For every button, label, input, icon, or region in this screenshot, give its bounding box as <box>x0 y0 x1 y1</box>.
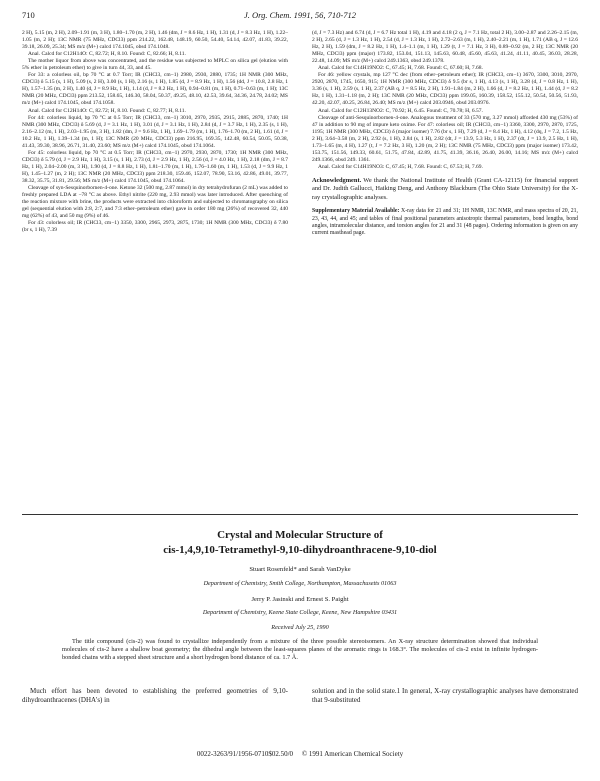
affiliation-keene: Department of Chemistry, Keene State College, Keene, New Hampshire 03431 <box>202 609 398 616</box>
right-column <box>312 30 578 238</box>
left-column <box>22 30 288 234</box>
article-title <box>40 528 560 558</box>
paragraph: For 45: colorless liquid, bp 70 °C at 0.5 Torr; IR (CHCl3, cm−1) 2970, 2930, 2870, 1730; 1H NMR (300 MHz, CDCl3) δ 5.79 (d, J = 2.9 Hz, 1 H), 3.15 (s, 1 H), 2.73 (d, J = 2.9 Hz, 1 H), 2.56 (d, J = 4.0 Hz, 1 H), 2.18 (dm, J = 8.7 Hz, 1 H), 2.04–2.00 (m, 3 H), 1.90 (d, J = 8.8 Hz, 1 H), 1.81–1.70 (m, 1 H), 1.76–1.60 (m, 1 H), 1.53 (d, J = 9.9 Hz, 1 H), 1.45–1.27 (m, 2 H); 13C NMR (20 MHz, CDCl3) ppm 218.30, 159.46, 152.07, 78.90, 53.16, 42.86, 49.01, 39.77, 38.32, 35.75, 31.81, 29.56; MS m/z (M+) calcd 174.1045, obsd 174.1064. <box>22 149 288 184</box>
paragraph: For 33: a colorless oil, bp 70 °C at 0.7 Torr; IR (CHCl3, cm−1) 2980, 2930, 2880, 1735; 1H NMR (300 MHz, CDCl3) δ 5.15 (s, 1 H), 5.09 (s, 2 H), 3.00 (s, 1 H), 2.16 (s, 1 H), 1.85 (d, J = 8.9 Hz, 1 H), 1.56 (dd, J = 10.8, 2.8 Hz, 1 H), 1.57–1.35 (m, 2 H), 1.40 (d, J = 8.9 Hz, 1 H), 1.14 (d, J = 8.2 Hz, 1 H), 0.94–0.81 (m, 1 H), 0.71–0.63 (m, 1 H); 13C NMR (20 MHz, CDCl3) ppm 213.52, 158.65, 146.30, 58.04, 50.37, 49.25, 48.10, 42.53, 39.64, 34.36, 24.78, 24.02; MS m/z (M+) calcd 174.1045, obsd 174.1058. <box>22 72 288 107</box>
supplementary-heading: Supplementary Material Available: <box>312 208 400 215</box>
acknowledgment-heading: Acknowledgment. <box>312 176 362 184</box>
copyright: © 1991 American Chemical Society <box>301 750 404 758</box>
paragraph: Anal. Calcd for C12H13NO2: C, 70.92; H, 6.45. Found: C, 70.78; H, 6.57. <box>318 107 483 114</box>
paragraph: Anal. Calcd for C14H19NO3: C, 67.45; H, 7.68. Found: C, 67.53; H, 7.69. <box>318 163 483 170</box>
acknowledgment <box>312 177 578 202</box>
page-footer <box>0 750 600 758</box>
title-line-2: cis-1,4,9,10-Tetramethyl-9,10-dihydroanthracene-9,10-diol <box>163 544 437 556</box>
paragraph: 2 H), 5.15 (m, 2 H), 2.09–1.91 (m, 3 H), 1.80–1.70 (m, 2 H), 1.46 (dm, J = 8.6 Hz, 1 H), 1.31 (d, J = 8.3 Hz, 1 H), 1.22–1.05 (m, 2 H); 13C NMR (75 MHz, CDCl3) ppm 214.22, 162.48, 148.19, 60.50, 54.40, 54.14, 42.07, 41.83, 39.22, 39.18, 26.09, 25.34; MS m/z (M+) calcd 174.1045, obsd 174.1048. <box>22 30 288 51</box>
supplementary-material <box>312 208 578 238</box>
affiliation-smith: Department of Chemistry, Smith College, Northampton, Massachusetts 01063 <box>203 580 397 587</box>
authors-keene: Jerry P. Jasinski and Ernest S. Paight <box>251 596 349 603</box>
paragraph: (d, J = 7.3 Hz) and 6.74 (d, J = 6.7 Hz total 1 H), 4.19 and 4.18 (2 q, J = 7.1 Hz, total 2 H), 3.00–2.87 and 2.26–2.15 (m, 2 H), 2.65 (d, J = 1.3 Hz, 1 H), 2.54 (d, J = 1.3 Hz, 1 H), 2.72–2.63 (m, 1 H), 2.40–2.21 (m, 1 H), 1.71 (AB q, J = 12.6 Hz, 2 H), 1.59 (dm, J = 8.2 Hz, 1 H), 1.4–1.1 (m, 1 H), 1.29 (t, J = 7.1 Hz, 3 H), 0.89–0.92 (m, 2 H); 13C NMR (20 MHz, CDCl3) ppm (major) 173.82, 153.04, 151.13, 145.63, 60.48, 45.60, 45.63, 41.24, 41.11, 40.45, 36.03, 28.28, 22.48, 14.09; MS m/z (M+) calcd 249.1363, obsd 249.1378. <box>312 30 578 65</box>
authors-smith: Stuart Rosenfeld* and Sarah VanDyke <box>249 566 351 573</box>
intro-right: solution and in the solid state.1 In general, X-ray crystallographic analyses have demonstrated that 9-substituted <box>312 687 578 705</box>
paragraph: Anal. Calcd for C12H14O: C, 82.72; H, 8.10. Found: C, 82.66; H, 8.11. <box>28 51 186 58</box>
section-divider <box>22 514 578 515</box>
page-header <box>22 10 578 24</box>
page-number: 710 <box>22 10 35 20</box>
title-line-1: Crystal and Molecular Structure of <box>217 529 383 541</box>
abstract: The title compound (cis-2) was found to crystallize independently from a mixture of the three possible stereoisomers. An X-ray structure determination showed that individual molecules of cis-2 have a shallow boat geometry; the dihedral angle between the least-squares planes of the aromatic rings is 168.3°. The molecules of cis-2 exist in infinite hydrogen-bonded chains with a stepped sheet structure and a short hydrogen bond distance of ca. 1.7 Å. <box>62 638 538 662</box>
received-date: Received July 25, 1990 <box>271 624 329 631</box>
paragraph: The mother liquor from above was concentrated, and the residue was subjected to MPLC on silica gel (elution with 5% ether in petroleum ether) to give in turn 44, 33, and 45. <box>22 58 288 72</box>
paragraph: Anal. Calcd for C12H14O: C, 82.72; H, 8.10. Found: C, 82.77; H, 8.11. <box>28 107 186 114</box>
journal-citation: J. Org. Chem. 1991, 56, 710-712 <box>243 10 357 20</box>
supplementary-text: X-ray data for 21 and 31; 1H NMR, 13C NMR, and mass spectra of 20, 21, 23, 43, 44, and 45; and tables of final positional parameters anisotropic thermal parameters, bond lengths, bond angles, intramolecular distance, and torsion angles for 21 and 31 (48 pages). Ordering information is given on any current masthead page. <box>312 208 578 237</box>
paragraph: Anal. Calcd for C14H19NO2: C, 67.45; H, 7.68. Found: C, 67.60; H, 7.68. <box>318 65 483 72</box>
paragraph: For 46: yellow crystals, mp 127 °C dec (from ether–petroleum ether); IR (CHCl3, cm−1) 3670, 3300, 3010, 2970, 2920, 2870, 1745, 1650, 915; 1H NMR (300 MHz, CDCl3) δ 9.5 (br s, 1 H), 4.13 (s, 1 H), 3.28 (d, J = 0.8 Hz, 1 H), 3.36 (s, 1 H), 2.59 (s, 1 H), 2.37 (AB q, J = 8.5 Hz, 2 H), 1.91–1.84 (m, 2 H), 1.66 (d, J = 8.2 Hz, 1 H), 1.44 (d, J = 8.2 Hz, 1 H), 1.31–1.18 (m, 2 H); 13C NMR (20 MHz, CDCl3) ppm 199.05, 160.39, 158.52, 155.12, 50.54, 50.56, 51.93, 42.20, 42.07, 40.25, 26.84, 26.40; MS m/z (M+) calcd 203.0946, obsd 203.0976. <box>312 72 578 107</box>
intro-left: Much effort has been devoted to establishing the preferred geometries of 9,10-dihydroanthracenes (DHA's) in <box>22 687 288 705</box>
paragraph: Cleavage of anti-Sesquinorbornen-4-one. Analogous treatment of 33 (570 mg, 3.27 mmol) afforded 430 mg (53%) of 47 in addition to 90 mg of impure keto oxime. For 47: colorless oil; IR (CHCl3, cm−1) 3360, 3300, 2970, 2870, 1725, 1195; 1H NMR (300 MHz, CDCl3) δ (major isomer) 7.76 (br s, 1 H), 7.29 (d, J = 8.4 Hz, 1 H), 4.12 (dq, J = 7.2, 1.5 Hz, 2 H), 3.64–3.58 (m, 2 H), 2.92 (s, 1 H), 2.84 (s, 1 H), 2.82 (dt, J = 13.9, 5.3 Hz, 1 H), 2.37 (dt, J = 13.9, 2.5 Hz, 1 H), 1.73–1.65 (m, 4 H), 1.27 (t, J = 7.2 Hz, 3 H), 1.20 (m, 2 H); 13C NMR (75 MHz, CDCl3) ppm (major isomer) 173.42, 153.75, 151.56, 149.33, 60.61, 51.75, 47.84, 42.89, 41.75, 41.39, 36.16, 26.40, 26.00, 14.16; MS m/z (M+) calcd 249.1366, obsd 249. 1361. <box>312 114 578 163</box>
article-code: 0022-3263/91/1956-0710$02.50/0 <box>196 750 294 758</box>
acknowledgment-text: We thank the National Institute of Health (Grant CA-12115) for financial support and Dr. Judith Gallucci, Haiking Deng, and Anthony Blackburn (The Ohio State University) for the X-ray crystallographic analyses. <box>312 176 579 201</box>
paragraph: For 43: colorless oil; IR (CHCl3, cm−1) 3350, 3300, 2965, 2973, 2875, 1730; 1H NMR (300 MHz, CDCl3) δ 7.80 (br s, 1 H), 7.39 <box>22 220 288 234</box>
paragraph: For 44: colorless liquid, bp 70 °C at 0.5 Torr; IR (CHCl3, cm−1) 3010, 2970, 2935, 2915, 2885, 2870, 1740; 1H NMR (300 MHz, CDCl3) δ 5.69 (d, J = 3.1 Hz, 1 H), 3.01 (d, J = 3.1 Hz, 1 H), 2.84 (d, J = 3.7 Hz, 1 H), 2.35 (s, 1 H), 2.16–2.12 (m, 1 H), 2.03–1.95 (m, 3 H), 1.82 (dm, J = 9.6 Hz, 1 H), 1.69–1.79 (m, 1 H), 1.76–1.70 (m, 2 H), 1.61 (d, J = 10.2 Hz, 1 H), 1.39–1.34 (m, 1 H); 13C NMR (20 MHz, CDCl3) ppm 216.95, 169.35, 142.48, 60.54, 50.05, 50.38, 41.43, 39.30, 38.96, 26.71, 31.40, 23.60; MS m/z (M+) calcd 174.1045, obsd 174.1064. <box>22 114 288 149</box>
paragraph: Cleavage of syn-Sesquinorbornen-4-one. Ketone 32 (500 mg, 2.87 mmol) in dry tetrahydrofuran (2 mL) was added to freshly prepared LDA at −78 °C as above. Ethyl nitrite (220 mg, 2.93 mmol) was later introduced. After quenching of the reaction mixture with brine, the products were extracted into chloroform and subjected to chromatography on silica gel (sequential elution with 2:8, 2:7, and 7:3 ether–petroleum ether) gave in order 180 mg (26%) of recovered 32, 440 mg (62%) of 43, and 50 mg (9%) of 46. <box>22 185 288 220</box>
